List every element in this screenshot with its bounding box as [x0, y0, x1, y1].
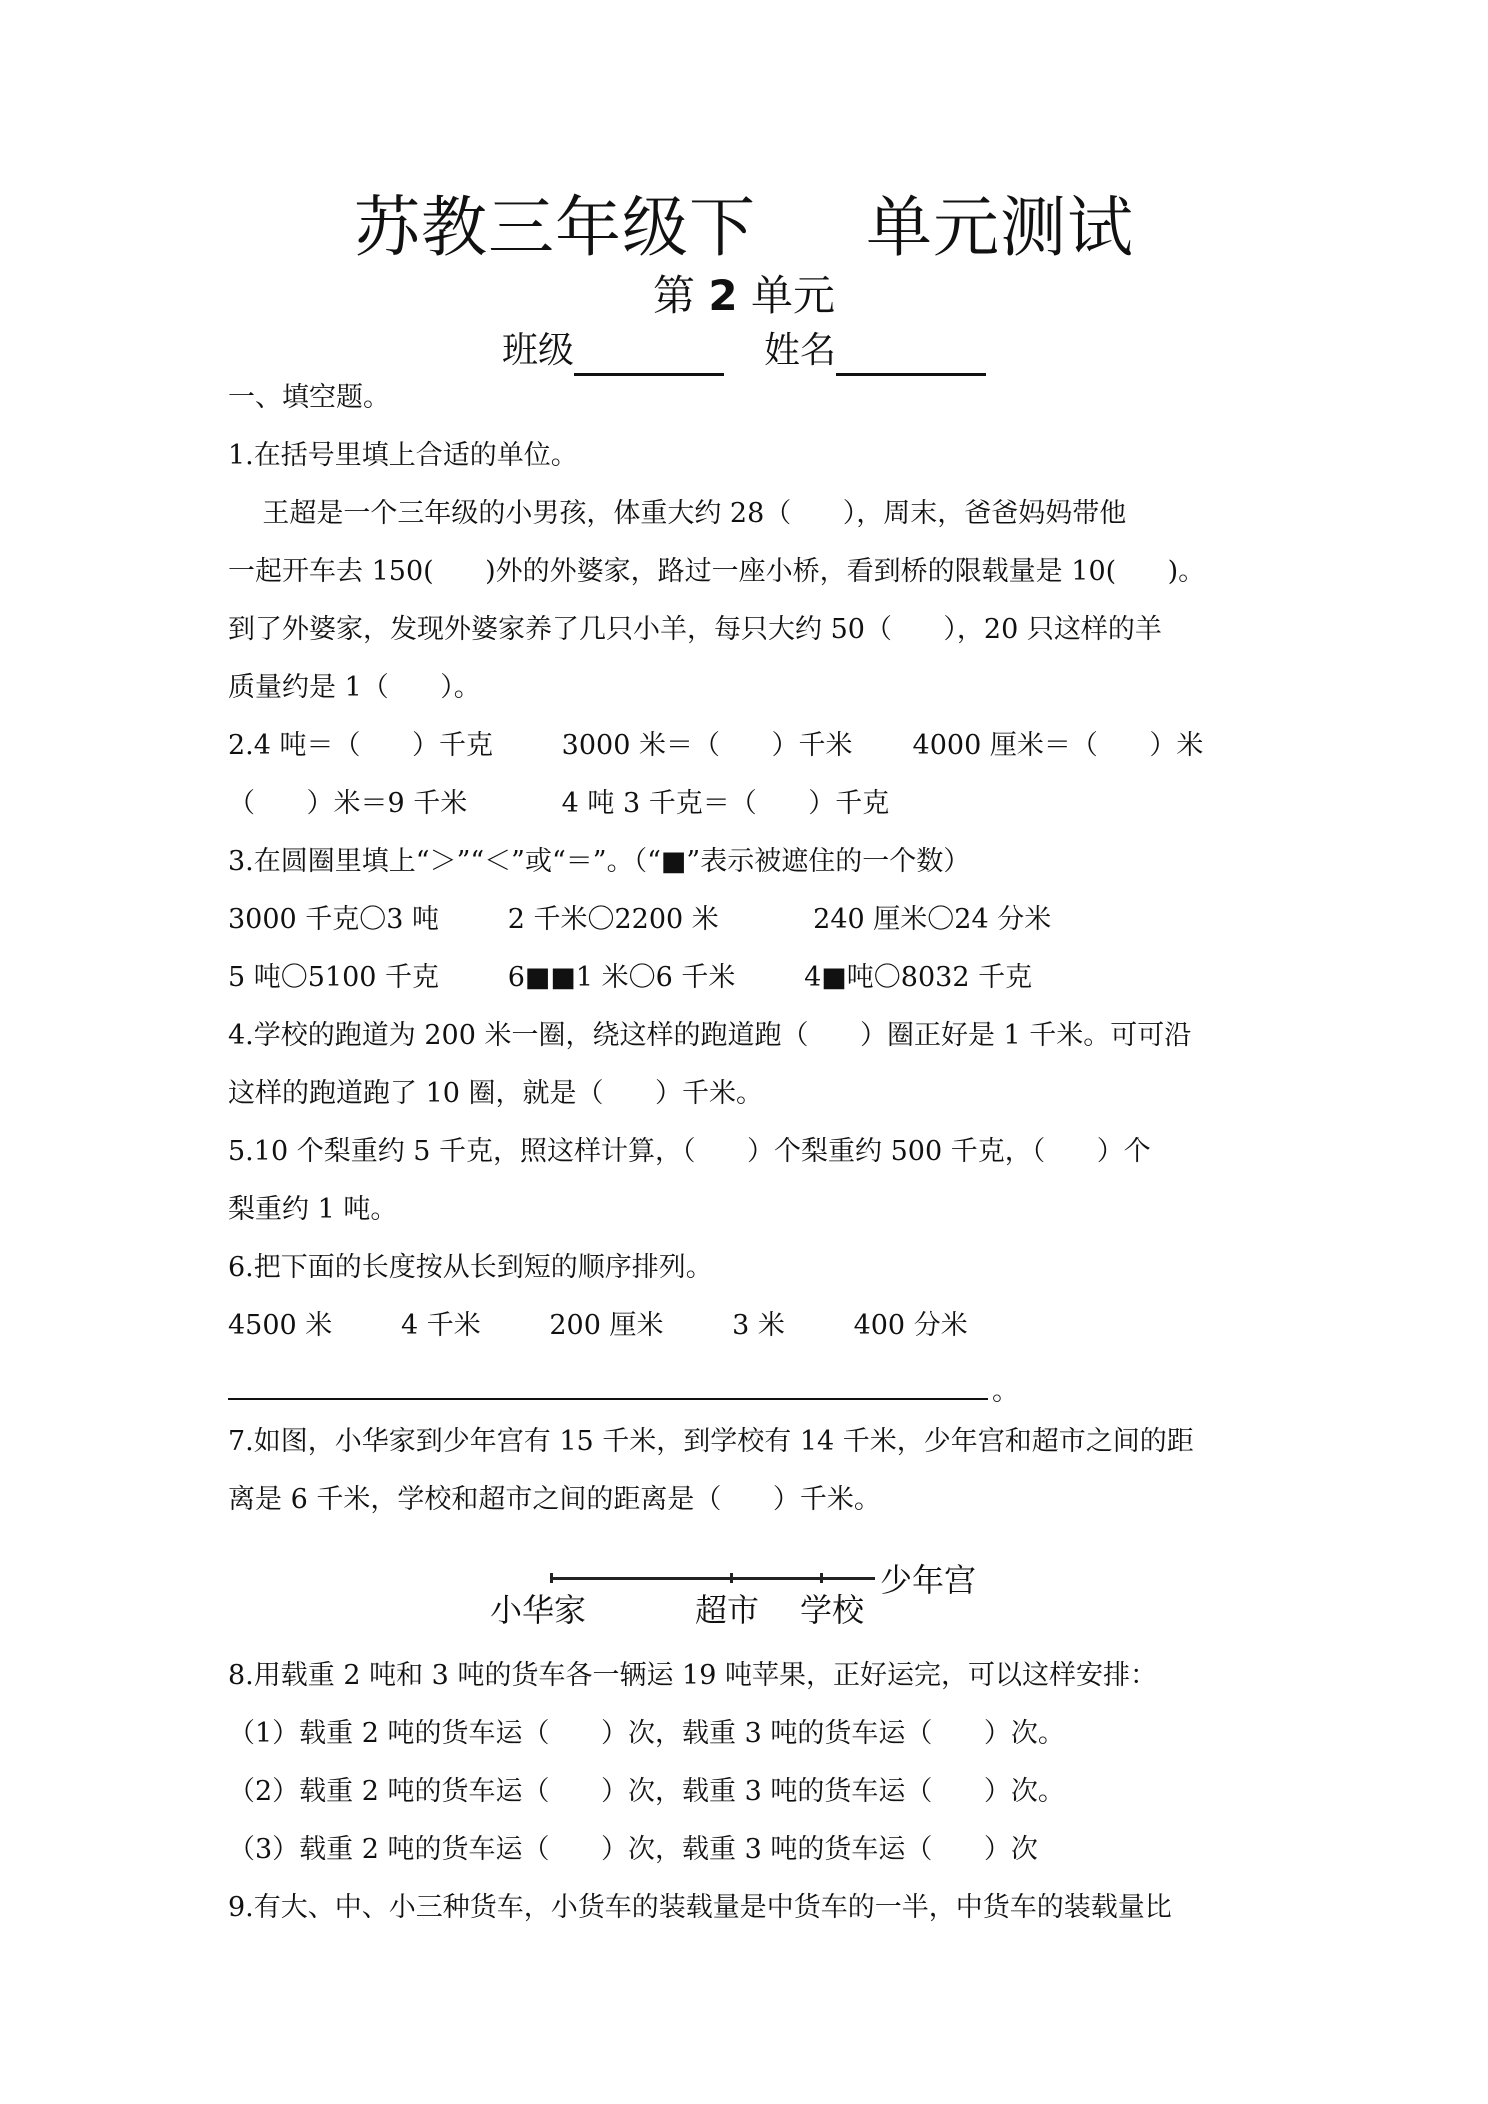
title-left: 苏教三年级下: [354, 189, 756, 266]
q4-line: 4.学校的跑道为 200 米一圈，绕这样的跑道跑（ ）圈正好是 1 千米。可可沿: [228, 1020, 1192, 1051]
q5-line: 5.10 个梨重约 5 千克，照这样计算，（ ）个梨重约 500 千克，（ ）个: [228, 1136, 1151, 1167]
diagram-tick: [820, 1573, 823, 1583]
q8-line: 8.用载重 2 吨和 3 吨的货车各一辆运 19 吨苹果，正好运完，可以这样安排：: [228, 1660, 1157, 1691]
q1-line: 一起开车去 150( )外的外婆家，路过一座小桥，看到桥的限载量是 10( )。: [228, 556, 1206, 587]
q4-line: 这样的跑道跑了 10 圈，就是（ ）千米。: [228, 1078, 764, 1109]
diagram-road-line: [550, 1577, 875, 1580]
q6-end-mark: 。: [992, 1376, 1019, 1407]
q8-line: （1）载重 2 吨的货车运（ ）次，载重 3 吨的货车运（ ）次。: [228, 1718, 1065, 1749]
unit-suffix: 单元: [750, 271, 835, 320]
q1-line: 王超是一个三年级的小男孩，体重大约 28（ ），周末，爸爸妈妈带他: [228, 498, 1127, 529]
class-label: 班级: [501, 330, 574, 371]
title-right: 单元测试: [866, 189, 1134, 266]
unit-prefix: 第: [653, 271, 696, 320]
diagram-tick: [550, 1573, 553, 1583]
q8-line: （2）载重 2 吨的货车运（ ）次，载重 3 吨的货车运（ ）次。: [228, 1776, 1065, 1807]
section-heading: 一、填空题。: [228, 382, 390, 413]
q1-line: 质量约是 1（ ）。: [228, 672, 481, 703]
name-blank[interactable]: [836, 339, 986, 376]
q3-line: 3.在圆圈里填上“＞”“＜”或“＝”。（“■”表示被遮住的一个数）: [228, 846, 971, 877]
unit-number: 2: [708, 271, 738, 320]
diagram-label-school: 学校: [800, 1591, 865, 1629]
diagram-label-palace: 少年宫: [880, 1561, 977, 1599]
class-name-line: [0, 326, 1488, 376]
unit-subtitle: [0, 268, 1488, 324]
q2-line: （ ）米＝9 千米 4 吨 3 千克＝（ ）千克: [228, 788, 890, 819]
q6-answer-line[interactable]: [228, 1398, 988, 1400]
diagram-label-home: 小华家: [490, 1591, 587, 1629]
name-label: 姓名: [764, 330, 837, 371]
q1-line: 到了外婆家，发现外婆家养了几只小羊，每只大约 50（ ），20 只这样的羊: [228, 614, 1162, 645]
diagram-tick: [730, 1573, 733, 1583]
class-blank[interactable]: [574, 339, 724, 376]
worksheet-title: [0, 188, 1488, 268]
q9-line: 9.有大、中、小三种货车，小货车的装载量是中货车的一半，中货车的装载量比: [228, 1892, 1172, 1923]
q6-line: 4500 米 4 千米 200 厘米 3 米 400 分米: [228, 1310, 968, 1341]
q8-line: （3）载重 2 吨的货车运（ ）次，载重 3 吨的货车运（ ）次: [228, 1834, 1038, 1865]
q7-distance-diagram: [490, 1555, 1010, 1635]
q5-line: 梨重约 1 吨。: [228, 1194, 398, 1225]
diagram-label-market: 超市: [695, 1591, 760, 1629]
q7-line: 离是 6 千米，学校和超市之间的距离是（ ）千米。: [228, 1484, 881, 1515]
q1-stem: 1.在括号里填上合适的单位。: [228, 440, 578, 471]
q3-line: 5 吨〇5100 千克 6■■1 米〇6 千米 4■吨〇8032 千克: [228, 962, 1033, 993]
q2-line: 2.4 吨＝（ ）千克 3000 米＝（ ）千米 4000 厘米＝（ ）米: [228, 730, 1204, 761]
q6-line: 6.把下面的长度按从长到短的顺序排列。: [228, 1252, 713, 1283]
q3-line: 3000 千克〇3 吨 2 千米〇2200 米 240 厘米〇24 分米: [228, 904, 1052, 935]
q7-line: 7.如图，小华家到少年宫有 15 千米，到学校有 14 千米，少年宫和超市之间的距: [228, 1426, 1194, 1457]
